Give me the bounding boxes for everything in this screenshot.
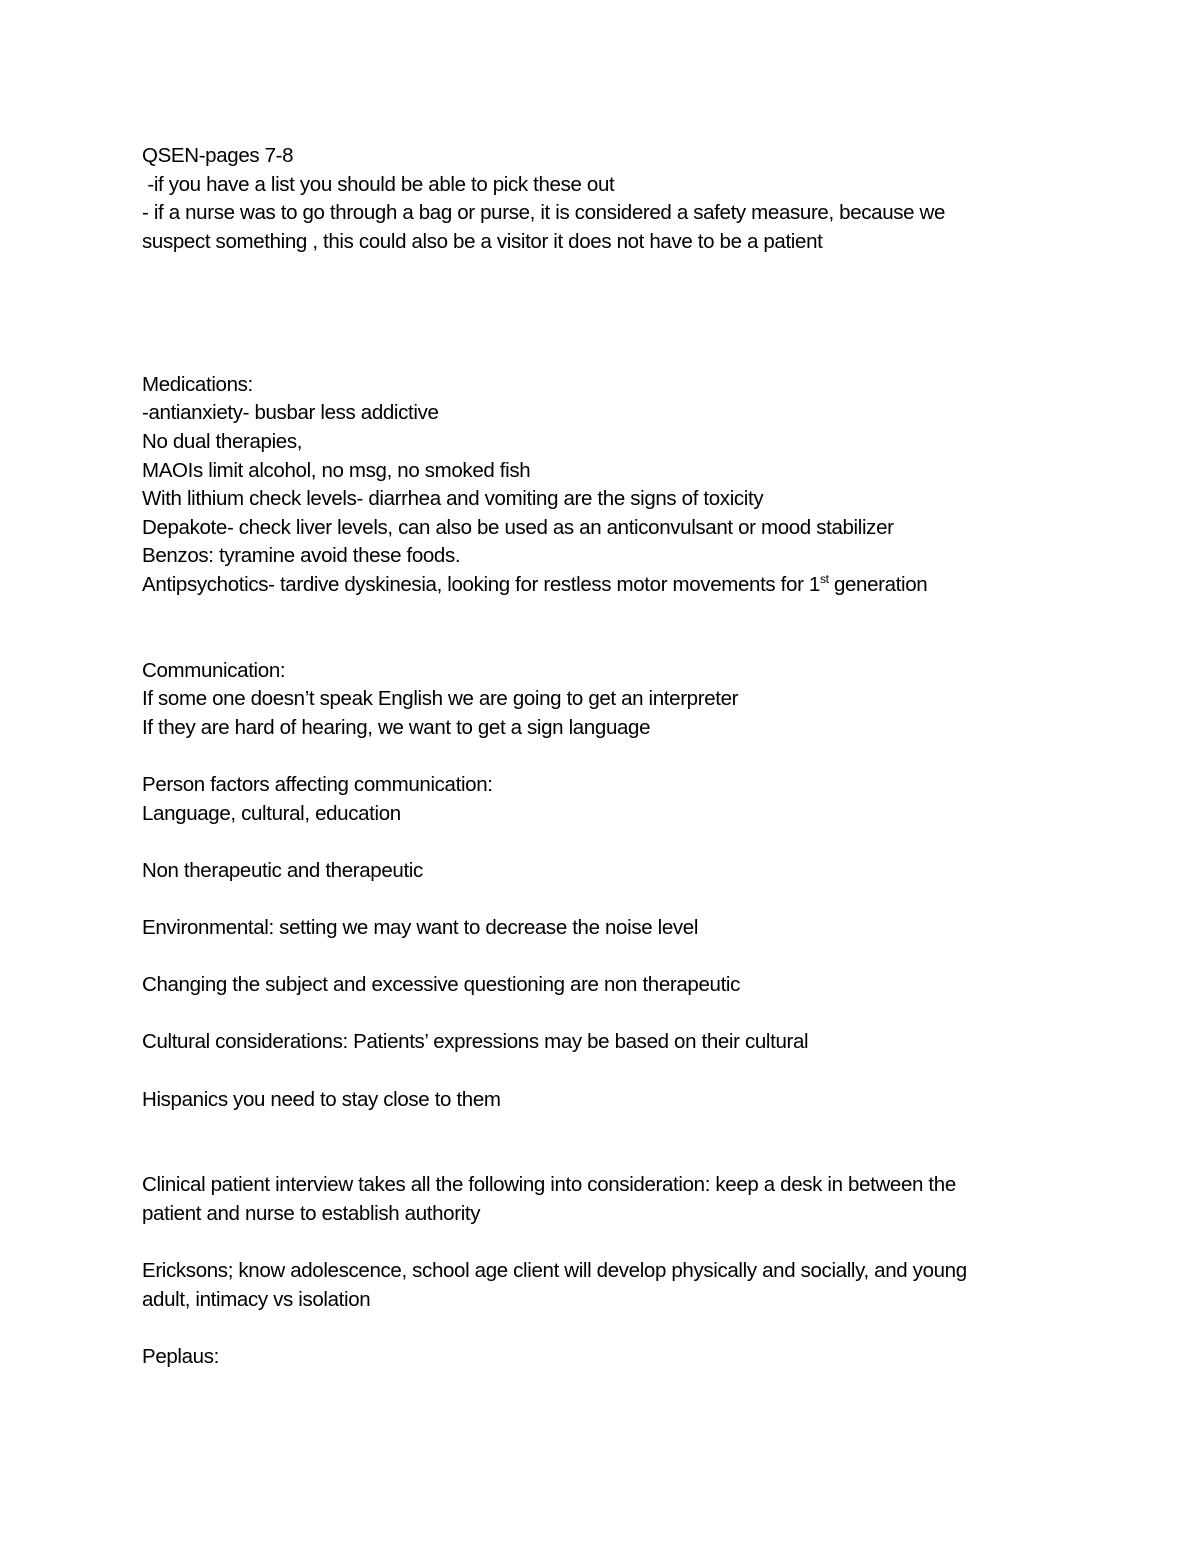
qsen-line-1: -if you have a list you should be able to pick these out [142,172,615,196]
medication-item: With lithium check levels- diarrhea and vomiting are the signs of toxicity [142,487,764,511]
medication-item: -antianxiety- busbar less addictive [142,401,439,425]
blank-line [142,885,1062,914]
document-page [142,142,1062,1372]
blank-line [142,1000,1062,1029]
ericksons-line-2: adult, intimacy vs isolation [142,1287,371,1311]
ordinal-superscript: st [819,572,829,587]
blank-line [142,628,1062,657]
blank-line [142,256,1062,285]
peplaus-heading: Peplaus: [142,1344,219,1368]
medication-item: Benzos: tyramine avoid these foods. [142,544,461,568]
blank-line [142,1314,1062,1343]
person-factors-heading: Person factors affecting communication: [142,773,493,797]
blank-line [142,1114,1062,1143]
medications-heading: Medications: [142,372,253,396]
communication-line-2: If they are hard of hearing, we want to get a sign language [142,715,651,739]
medication-item-antipsychotics [142,571,1062,600]
qsen-line-2b: suspect something , this could also be a visitor it does not have to be a patient [142,229,823,253]
changing-subject-text: Changing the subject and excessive questioning are non therapeutic [142,973,741,997]
blank-line [142,314,1062,343]
blank-line [142,1229,1062,1258]
blank-line [142,828,1062,857]
interview-line-1: Clinical patient interview takes all the following into consideration: keep a desk in between the [142,1173,956,1197]
qsen-line-2a: - if a nurse was to go through a bag or purse, it is considered a safety measure, because we [142,201,946,225]
antipsychotics-text: Antipsychotics- tardive dyskinesia, looking for restless motor movements for 1 [142,572,820,596]
environmental-text: Environmental: setting we may want to decrease the noise level [142,916,699,940]
antipsychotics-text-end: generation [828,572,928,596]
blank-line [142,943,1062,972]
medication-item: No dual therapies, [142,429,303,453]
medication-item: Depakote- check liver levels, can also be used as an anticonvulsant or mood stabilizer [142,515,894,539]
non-therapeutic-text: Non therapeutic and therapeutic [142,858,423,882]
blank-line [142,1057,1062,1086]
communication-heading: Communication: [142,658,286,682]
blank-line [142,600,1062,629]
interview-line-2: patient and nurse to establish authority [142,1201,481,1225]
medication-item: MAOIs limit alcohol, no msg, no smoked fish [142,458,531,482]
blank-line [142,742,1062,771]
communication-line-1: If some one doesn’t speak English we are going to get an interpreter [142,687,739,711]
blank-line [142,342,1062,371]
blank-line [142,1143,1062,1172]
qsen-heading: QSEN-pages 7-8 [142,144,294,167]
cultural-considerations-text: Cultural considerations: Patients’ expressions may be based on their cultural [142,1030,809,1054]
blank-line [142,285,1062,314]
ericksons-line-1: Ericksons; know adolescence, school age client will develop physically and socially, and young [142,1259,967,1283]
hispanics-text: Hispanics you need to stay close to them [142,1087,501,1111]
person-factors-text: Language, cultural, education [142,801,401,825]
